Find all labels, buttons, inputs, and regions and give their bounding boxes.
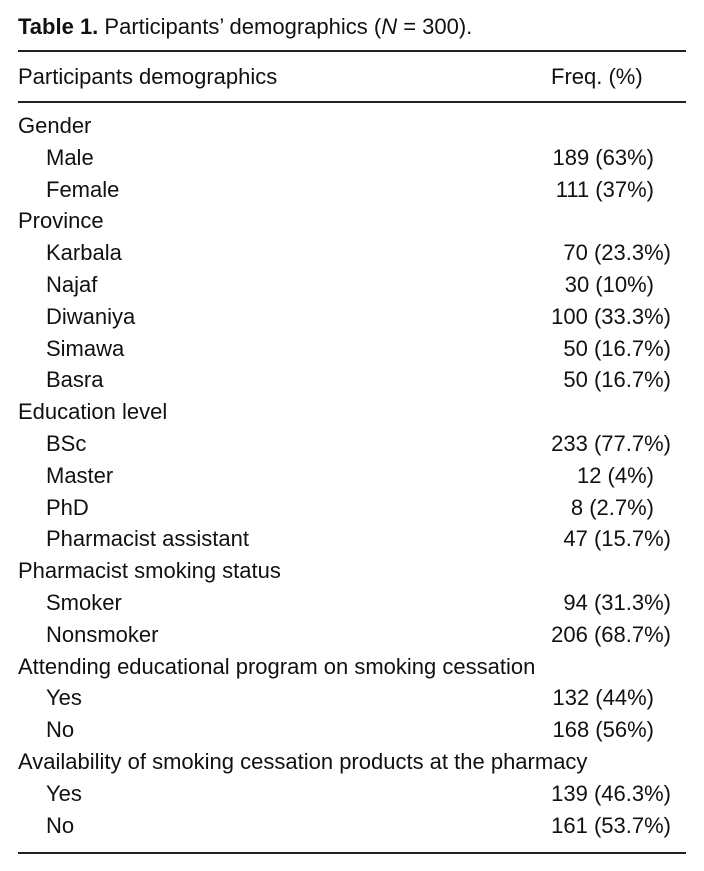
group-label: Province xyxy=(18,208,104,234)
table-row xyxy=(18,174,686,206)
row-label: Male xyxy=(46,144,94,170)
row-label: Yes xyxy=(46,780,82,806)
row-frequency: 206 (68.7%) xyxy=(551,621,671,647)
row-frequency: 94 (31.3%) xyxy=(563,589,671,615)
group-label: Education level xyxy=(18,399,168,425)
group-label: Gender xyxy=(18,113,92,138)
caption-n-symbol: N xyxy=(381,14,398,39)
table-header-row xyxy=(18,61,686,93)
row-frequency: 70 (23.3%) xyxy=(563,240,671,266)
top-rule xyxy=(18,50,686,52)
table-row xyxy=(18,269,686,301)
row-frequency: 100 (33.3%) xyxy=(551,303,671,329)
row-frequency: 30 (10%) xyxy=(564,271,654,297)
bottom-rule xyxy=(18,852,686,854)
table-row xyxy=(18,682,686,714)
table-row xyxy=(18,810,686,842)
table-group-row xyxy=(18,555,686,587)
table-row xyxy=(18,301,686,333)
row-frequency: 189 (63%) xyxy=(552,144,654,170)
table-row xyxy=(18,237,686,269)
header-demographics: Participants demographics xyxy=(18,64,278,89)
table-row xyxy=(18,492,686,524)
row-frequency: 161 (53.7%) xyxy=(551,812,671,838)
row-label: Smoker xyxy=(46,589,122,615)
table-row xyxy=(18,619,686,651)
table-group-row xyxy=(18,110,686,142)
group-label: Attending educational program on smoking cessation xyxy=(18,653,536,679)
table-caption xyxy=(18,13,472,41)
row-frequency: 50 (16.7%) xyxy=(563,335,671,361)
row-frequency: 233 (77.7%) xyxy=(551,430,671,456)
table-row xyxy=(18,778,686,810)
row-label: Karbala xyxy=(46,240,122,266)
table-row xyxy=(18,428,686,460)
row-label: No xyxy=(46,717,75,743)
table-label: Table 1. xyxy=(18,14,99,39)
row-frequency: 168 (56%) xyxy=(552,717,654,743)
row-label: No xyxy=(46,812,75,838)
table-row xyxy=(18,142,686,174)
row-label: Diwaniya xyxy=(46,303,136,329)
table-row xyxy=(18,587,686,619)
header-frequency: Freq. (%) xyxy=(551,64,643,89)
row-label: Simawa xyxy=(46,335,125,361)
row-label: Basra xyxy=(46,367,104,393)
row-frequency: 132 (44%) xyxy=(552,685,654,711)
row-frequency: 139 (46.3%) xyxy=(551,780,671,806)
row-frequency: 111 (37%) xyxy=(555,176,654,202)
table-body xyxy=(18,110,686,841)
row-frequency: 8 (2.7%) xyxy=(570,494,654,520)
row-label: Yes xyxy=(46,685,82,711)
table-row xyxy=(18,364,686,396)
table-row xyxy=(18,523,686,555)
table-row xyxy=(18,333,686,365)
group-label: Pharmacist smoking status xyxy=(18,558,281,584)
header-rule xyxy=(18,101,686,103)
row-label: Pharmacist assistant xyxy=(46,526,249,552)
row-label: Najaf xyxy=(46,271,98,297)
table-row xyxy=(18,714,686,746)
table-group-row xyxy=(18,746,686,778)
caption-text: Participants’ demographics ( xyxy=(104,14,382,39)
row-frequency: 12 (4%) xyxy=(576,462,654,488)
table-group-row xyxy=(18,205,686,237)
group-label: Availability of smoking cessation products at the pharmacy xyxy=(18,748,588,774)
caption-n-value: = 300). xyxy=(397,14,473,39)
row-frequency: 47 (15.7%) xyxy=(563,526,671,552)
row-label: Master xyxy=(46,462,114,488)
row-frequency: 50 (16.7%) xyxy=(563,367,671,393)
row-label: BSc xyxy=(46,430,87,456)
table-group-row xyxy=(18,651,686,683)
table-group-row xyxy=(18,396,686,428)
row-label: Nonsmoker xyxy=(46,621,159,647)
row-label: Female xyxy=(46,176,120,202)
row-label: PhD xyxy=(46,494,89,520)
table-row xyxy=(18,460,686,492)
